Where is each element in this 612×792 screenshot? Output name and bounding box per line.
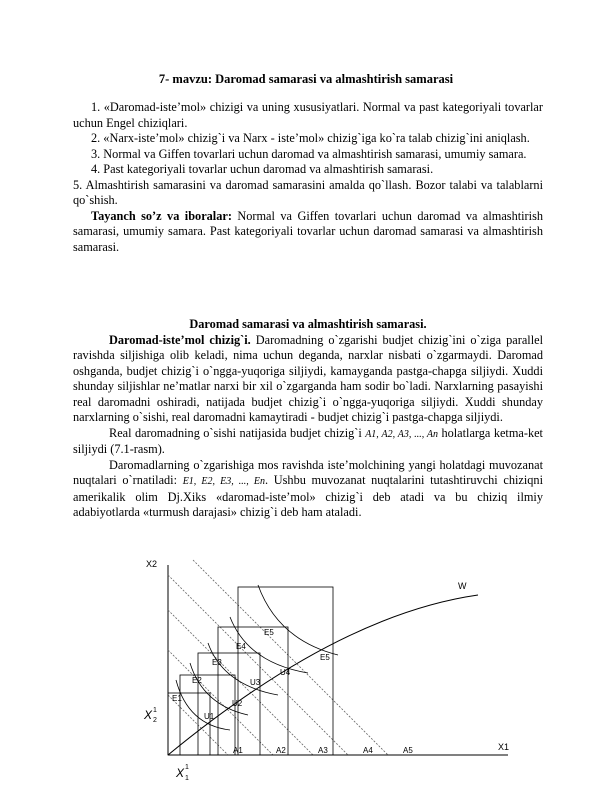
paragraph-text: holatlarga ketma-ket siljiydi (7.1-rasm). bbox=[73, 425, 543, 456]
keywords-text: Normal va Giffen tovarlari uchun daromad va almashtirish samarasi, umumiy samara. Past kategoriyali tovarlar uchun daromad samarasi va almashtirish samarasi. bbox=[73, 208, 543, 254]
math-formula: A1, A2, A3, ..., An bbox=[365, 428, 439, 440]
paragraph-text: . Ushbu muvozanat nuqtalarini tutashtiruvchi chiziqni amerikalik olim Dj.Xiks «daromad-iste’mol» chizig`i deb atadi va bu chiziq ilmiy adabiyotlarda «turmush darajasi» chizig`i deb ham ataladi. bbox=[73, 473, 543, 519]
paragraph bbox=[73, 458, 543, 521]
section-heading: Daromad samarasi va almashtirish samarasi. bbox=[189, 317, 427, 331]
math-formula: E1, E2, E3, ..., En bbox=[182, 476, 266, 487]
x1-marker-sub: 1 bbox=[185, 775, 189, 782]
paragraph bbox=[73, 426, 543, 458]
label-a3: A3 bbox=[318, 746, 328, 755]
label-e1: E1 bbox=[172, 694, 182, 703]
paragraph-text: Daromadlarning o`zgarishiga mos ravishda iste’molchining yangi holatdagi muvozanat nuqtalari o`rnatiladi: bbox=[73, 457, 543, 487]
list-item: 5. Almashtirish samarasini va daromad samarasini amalda qo`llash. Bozor talabi va talablarni qo`shish. bbox=[73, 177, 543, 207]
label-u4: U4 bbox=[280, 668, 291, 677]
label-e3: E3 bbox=[212, 658, 222, 667]
x1-marker-sup: 1 bbox=[185, 764, 189, 771]
income-consumption-figure bbox=[138, 555, 518, 785]
page-title: 7- mavzu: Daromad samarasi va almashtirish samarasi bbox=[158, 72, 454, 86]
topic-list bbox=[73, 100, 543, 255]
x2-marker-letter: X bbox=[144, 708, 153, 722]
label-a4: A4 bbox=[363, 746, 373, 755]
x1-marker bbox=[175, 764, 189, 782]
label-e4: E4 bbox=[236, 642, 246, 651]
label-a2: A2 bbox=[276, 746, 286, 755]
figure-svg bbox=[138, 555, 518, 785]
keywords-label: Tayanch so’z va iboralar: bbox=[91, 208, 232, 223]
label-u2: U2 bbox=[232, 699, 243, 708]
box-e3 bbox=[198, 653, 260, 755]
paragraph bbox=[73, 333, 543, 426]
label-a5: A5 bbox=[403, 746, 413, 755]
curve-w-label: W bbox=[458, 581, 467, 591]
paragraph-text: Real daromadning o`sishi natijasida budjet chizig`i bbox=[109, 425, 366, 440]
y-axis-label: X2 bbox=[146, 559, 158, 569]
x2-marker-sup: 1 bbox=[153, 707, 157, 714]
budget-line-a3 bbox=[168, 610, 313, 755]
list-item: 1. «Daromad-iste’mol» chizigi va uning xususiyatlari. Normal va past kategoriyali tovarlar uchun Engel chiziqlari. bbox=[73, 100, 543, 130]
list-item: 3. Normal va Giffen tovarlari uchun daromad va almashtirish samarasi, umumiy samara. bbox=[91, 146, 527, 161]
curve-u5 bbox=[258, 585, 338, 655]
indifference-curves bbox=[176, 585, 338, 730]
label-e5: E5 bbox=[264, 628, 274, 637]
paragraph-text: Daromadning o`zgarishi budjet chizig`ini o`ziga parallel ravishda siljishiga olib keladi, nima uchun deganda, narxlar nisbati o`zgarmaydi. Daromad oshganda, budjet chizig`i o`ngga-yuqoriga siljiydi, kamayganda pastga-chapga siljiydi. Xuddi shunday siljishlar ne’matlar narxi bir xil o`zgarganda ham sodir bo`ladi. Narxlarning pasayishi real daromadni oshiradi, natijada budjet chizig`i o`ngga-yuqoriga siljiydi. Xuddi shunday narxlarning o`sishi, real daromadni kamaytiradi - budjet chizig`i pastga-chapga siljiydi. bbox=[73, 332, 543, 424]
section-body bbox=[73, 317, 543, 521]
paragraph-lead: Daromad-iste’mol chizig`i. bbox=[109, 332, 251, 347]
label-u3: U3 bbox=[250, 678, 261, 687]
x2-marker-sub: 2 bbox=[153, 717, 157, 724]
budget-line-a4 bbox=[168, 575, 348, 755]
list-item: 2. «Narx-iste’mol» chizig`i va Narx - iste’mol» chizig`iga ko`ra talab chizig`ini aniqlash. bbox=[91, 131, 530, 145]
budget-lines bbox=[168, 560, 388, 755]
label-e5-right: E5 bbox=[320, 653, 330, 662]
list-item: 4. Past kategoriyali tovarlar uchun daromad va almashtirish samarasi. bbox=[91, 162, 434, 176]
budget-line-a5 bbox=[193, 560, 388, 755]
label-a1: A1 bbox=[233, 746, 243, 755]
label-e2: E2 bbox=[192, 676, 202, 685]
x-axis-label: X1 bbox=[498, 742, 510, 752]
label-u1: U1 bbox=[204, 712, 215, 721]
x1-marker-letter: X bbox=[176, 766, 185, 780]
keywords-paragraph bbox=[73, 209, 543, 256]
x2-marker bbox=[143, 707, 157, 724]
